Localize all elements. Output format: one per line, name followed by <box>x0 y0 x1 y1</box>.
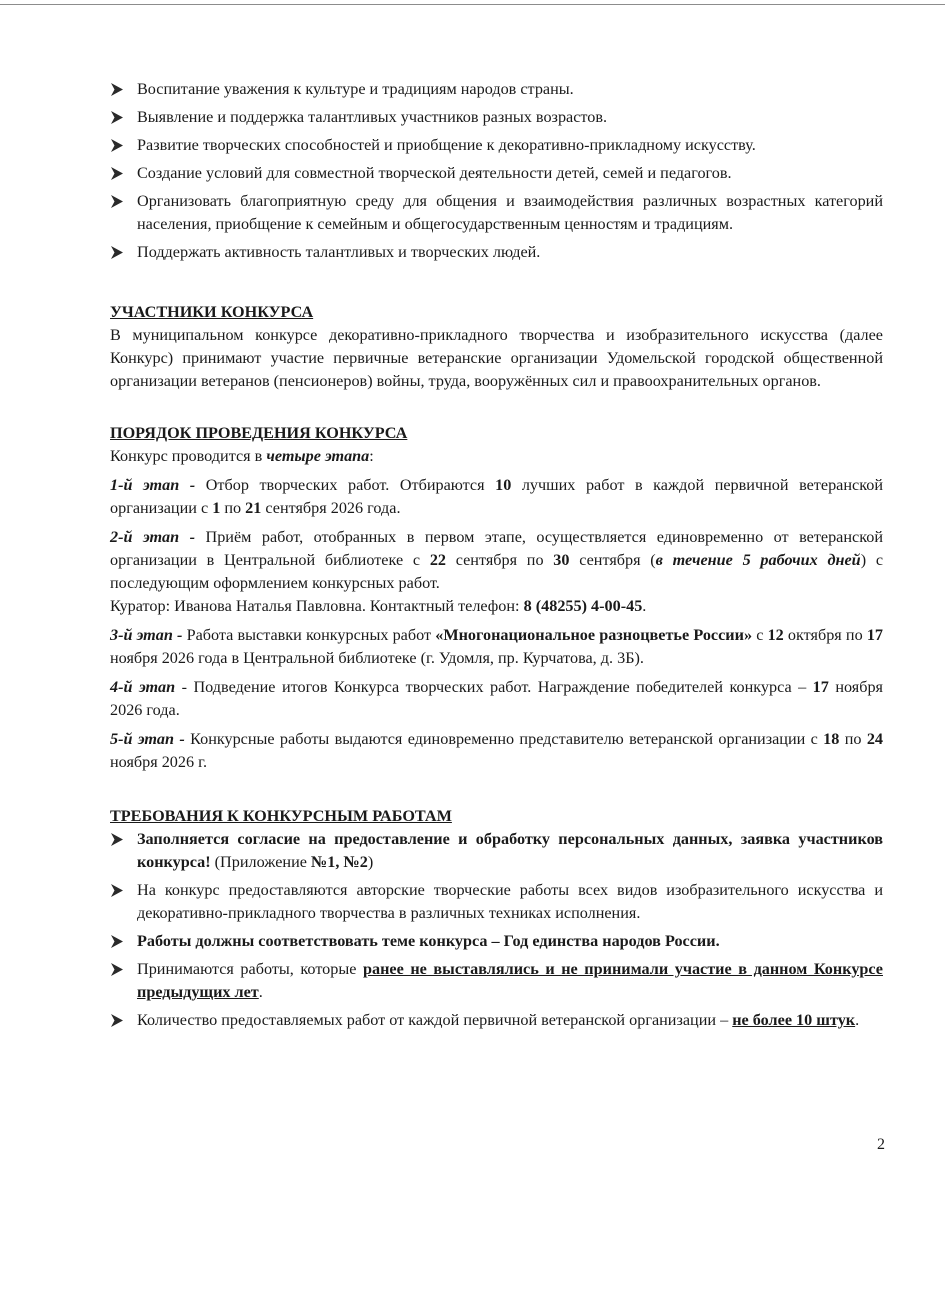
stage-label: 4-й этап <box>110 678 176 696</box>
stage-number: 17 <box>812 678 829 696</box>
stage-text: Приём работ, отобранных в первом этапе, осуществляется единовременно от ветеранской организации в Центральной библиотеке с <box>110 528 884 569</box>
participants-text: В муниципальном конкурсе декоративно-прикладного творчества и изобразительного искусства (далее Конкурс) принимают участие первичные ветеранские организации Удомельской городской общественной организации ветеранов (пенсионеров) войны, труда, вооружённых сил и правоохранительных органов. <box>110 326 883 390</box>
stage-text: лучших работ в каждой первичной ветеранской организации с <box>110 476 883 517</box>
stage-text: ноября 2026 г. <box>110 753 207 771</box>
stage-text: Работа выставки конкурсных работ <box>182 626 436 644</box>
stage-label: 1-й этап - <box>110 476 196 494</box>
stage-number: 22 <box>429 551 446 569</box>
intro-stage-count: четыре этапа <box>266 447 370 465</box>
stage-text: Отбор творческих работ. Отбираются <box>195 476 496 494</box>
requirement-emphasis: ранее не выставлялись и не принимали участие в данном Конкурсе предыдущих лет <box>137 960 883 1001</box>
list-item <box>110 241 883 264</box>
requirement-text: (Приложение <box>210 853 311 871</box>
stage-text: ноября 2026 года. <box>110 678 883 719</box>
exhibition-title: «Многонациональное разноцветье России» <box>435 626 753 644</box>
list-item <box>110 78 883 101</box>
stage-duration: в течение 5 рабочих дней <box>655 551 861 569</box>
stage-label: 3-й этап - <box>110 626 183 644</box>
stage-number: 21 <box>245 499 262 517</box>
requirement-text: На конкурс предоставляются авторские творческие работы всех видов изобразительного искусства и декоративно-прикладного творчества в различных техниках исполнения. <box>137 881 883 922</box>
stage-number: 12 <box>767 626 784 644</box>
curator-text: . <box>642 597 647 615</box>
goal-text: Воспитание уважения к культуре и традициям народов страны. <box>137 80 574 98</box>
arrowhead-bullet-icon <box>110 1013 124 1028</box>
stage-label: 5-й этап - <box>110 730 185 748</box>
stage-label: 2-й этап - <box>110 528 196 546</box>
stage-text: ноября 2026 года в Центральной библиотеке (г. Удомля, пр. Курчатова, д. 3Б). <box>110 649 644 667</box>
requirement-emphasis: не более 10 штук <box>732 1011 856 1029</box>
stage-4 <box>110 676 883 722</box>
stage-text: - Подведение итогов Конкурса творческих работ. Награждение победителей конкурса – <box>175 678 813 696</box>
requirement-text: Принимаются работы, которые <box>137 960 363 978</box>
goals-list <box>110 78 883 264</box>
stage-number: 1 <box>212 499 221 517</box>
curator-phone: 8 (48255) 4-00-45 <box>523 597 643 615</box>
stage-number: 24 <box>866 730 883 748</box>
requirement-text: Количество предоставляемых работ от каждой первичной ветеранской организации – <box>137 1011 733 1029</box>
page-content <box>110 78 883 1037</box>
stage-number: 17 <box>866 626 884 644</box>
requirement-text: Заполняется согласие на предоставление и обработку персональных данных, заявка участников конкурса! <box>137 830 883 871</box>
arrowhead-bullet-icon <box>110 934 124 949</box>
requirement-text: Работы должны соответствовать теме конкурса – Год единства народов России. <box>137 932 720 950</box>
arrowhead-bullet-icon <box>110 110 124 125</box>
requirements-heading: ТРЕБОВАНИЯ К КОНКУРСНЫМ РАБОТАМ <box>110 807 452 825</box>
requirement-text: . <box>855 1011 860 1029</box>
stage-text: ) с последующим оформлением конкурсных работ. <box>110 551 884 592</box>
arrowhead-bullet-icon <box>110 82 124 97</box>
stage-text: по <box>839 730 867 748</box>
goal-text: Поддержать активность талантливых и творческих людей. <box>137 243 541 261</box>
procedure-intro <box>110 445 883 468</box>
stage-text: Конкурсные работы выдаются единовременно представителю ветеранской организации с <box>184 730 824 748</box>
page-number: 2 <box>877 1136 885 1153</box>
list-item <box>110 190 883 236</box>
stage-text: с <box>752 626 768 644</box>
goal-text: Создание условий для совместной творческой деятельности детей, семей и педагогов. <box>137 164 732 182</box>
arrowhead-bullet-icon <box>110 832 124 847</box>
appendix-numbers: №1, №2 <box>310 853 368 871</box>
stage-text: сентября ( <box>569 551 656 569</box>
stage-3 <box>110 624 883 670</box>
stage-number: 18 <box>823 730 840 748</box>
stage-1 <box>110 474 883 520</box>
arrowhead-bullet-icon <box>110 883 124 898</box>
goal-text: Организовать благоприятную среду для общения и взаимодействия различных возрастных категорий населения, приобщение к семейным и общегосударственным ценностям и традициям. <box>137 192 883 233</box>
list-item <box>110 1009 883 1032</box>
stage-5 <box>110 728 883 774</box>
list-item <box>110 930 883 953</box>
requirements-list <box>110 828 883 1032</box>
participants-heading: УЧАСТНИКИ КОНКУРСА <box>110 303 314 321</box>
top-border-line <box>0 4 945 5</box>
arrowhead-bullet-icon <box>110 194 124 209</box>
curator-text: Куратор: Иванова Наталья Павловна. Контактный телефон: <box>110 597 524 615</box>
stage-text: сентября по <box>446 551 554 569</box>
list-item <box>110 958 883 1004</box>
stage-2 <box>110 526 883 595</box>
arrowhead-bullet-icon <box>110 138 124 153</box>
arrowhead-bullet-icon <box>110 166 124 181</box>
intro-text: Конкурс проводится в <box>110 447 267 465</box>
list-item <box>110 134 883 157</box>
arrowhead-bullet-icon <box>110 245 124 260</box>
list-item <box>110 162 883 185</box>
stage-text: по <box>220 499 246 517</box>
list-item <box>110 828 883 874</box>
requirement-text: ) <box>367 853 374 871</box>
curator-line <box>110 595 883 618</box>
goal-text: Развитие творческих способностей и приобщение к декоративно-прикладному искусству. <box>137 136 756 154</box>
requirement-text: . <box>258 983 263 1001</box>
stage-text: сентября 2026 года. <box>261 499 401 517</box>
stage-number: 30 <box>553 551 570 569</box>
arrowhead-bullet-icon <box>110 962 124 977</box>
stage-text: октября по <box>783 626 867 644</box>
stage-number: 10 <box>495 476 512 494</box>
intro-colon: : <box>369 447 374 465</box>
list-item <box>110 879 883 925</box>
procedure-heading: ПОРЯДОК ПРОВЕДЕНИЯ КОНКУРСА <box>110 424 408 442</box>
list-item <box>110 106 883 129</box>
goal-text: Выявление и поддержка талантливых участников разных возрастов. <box>137 108 608 126</box>
